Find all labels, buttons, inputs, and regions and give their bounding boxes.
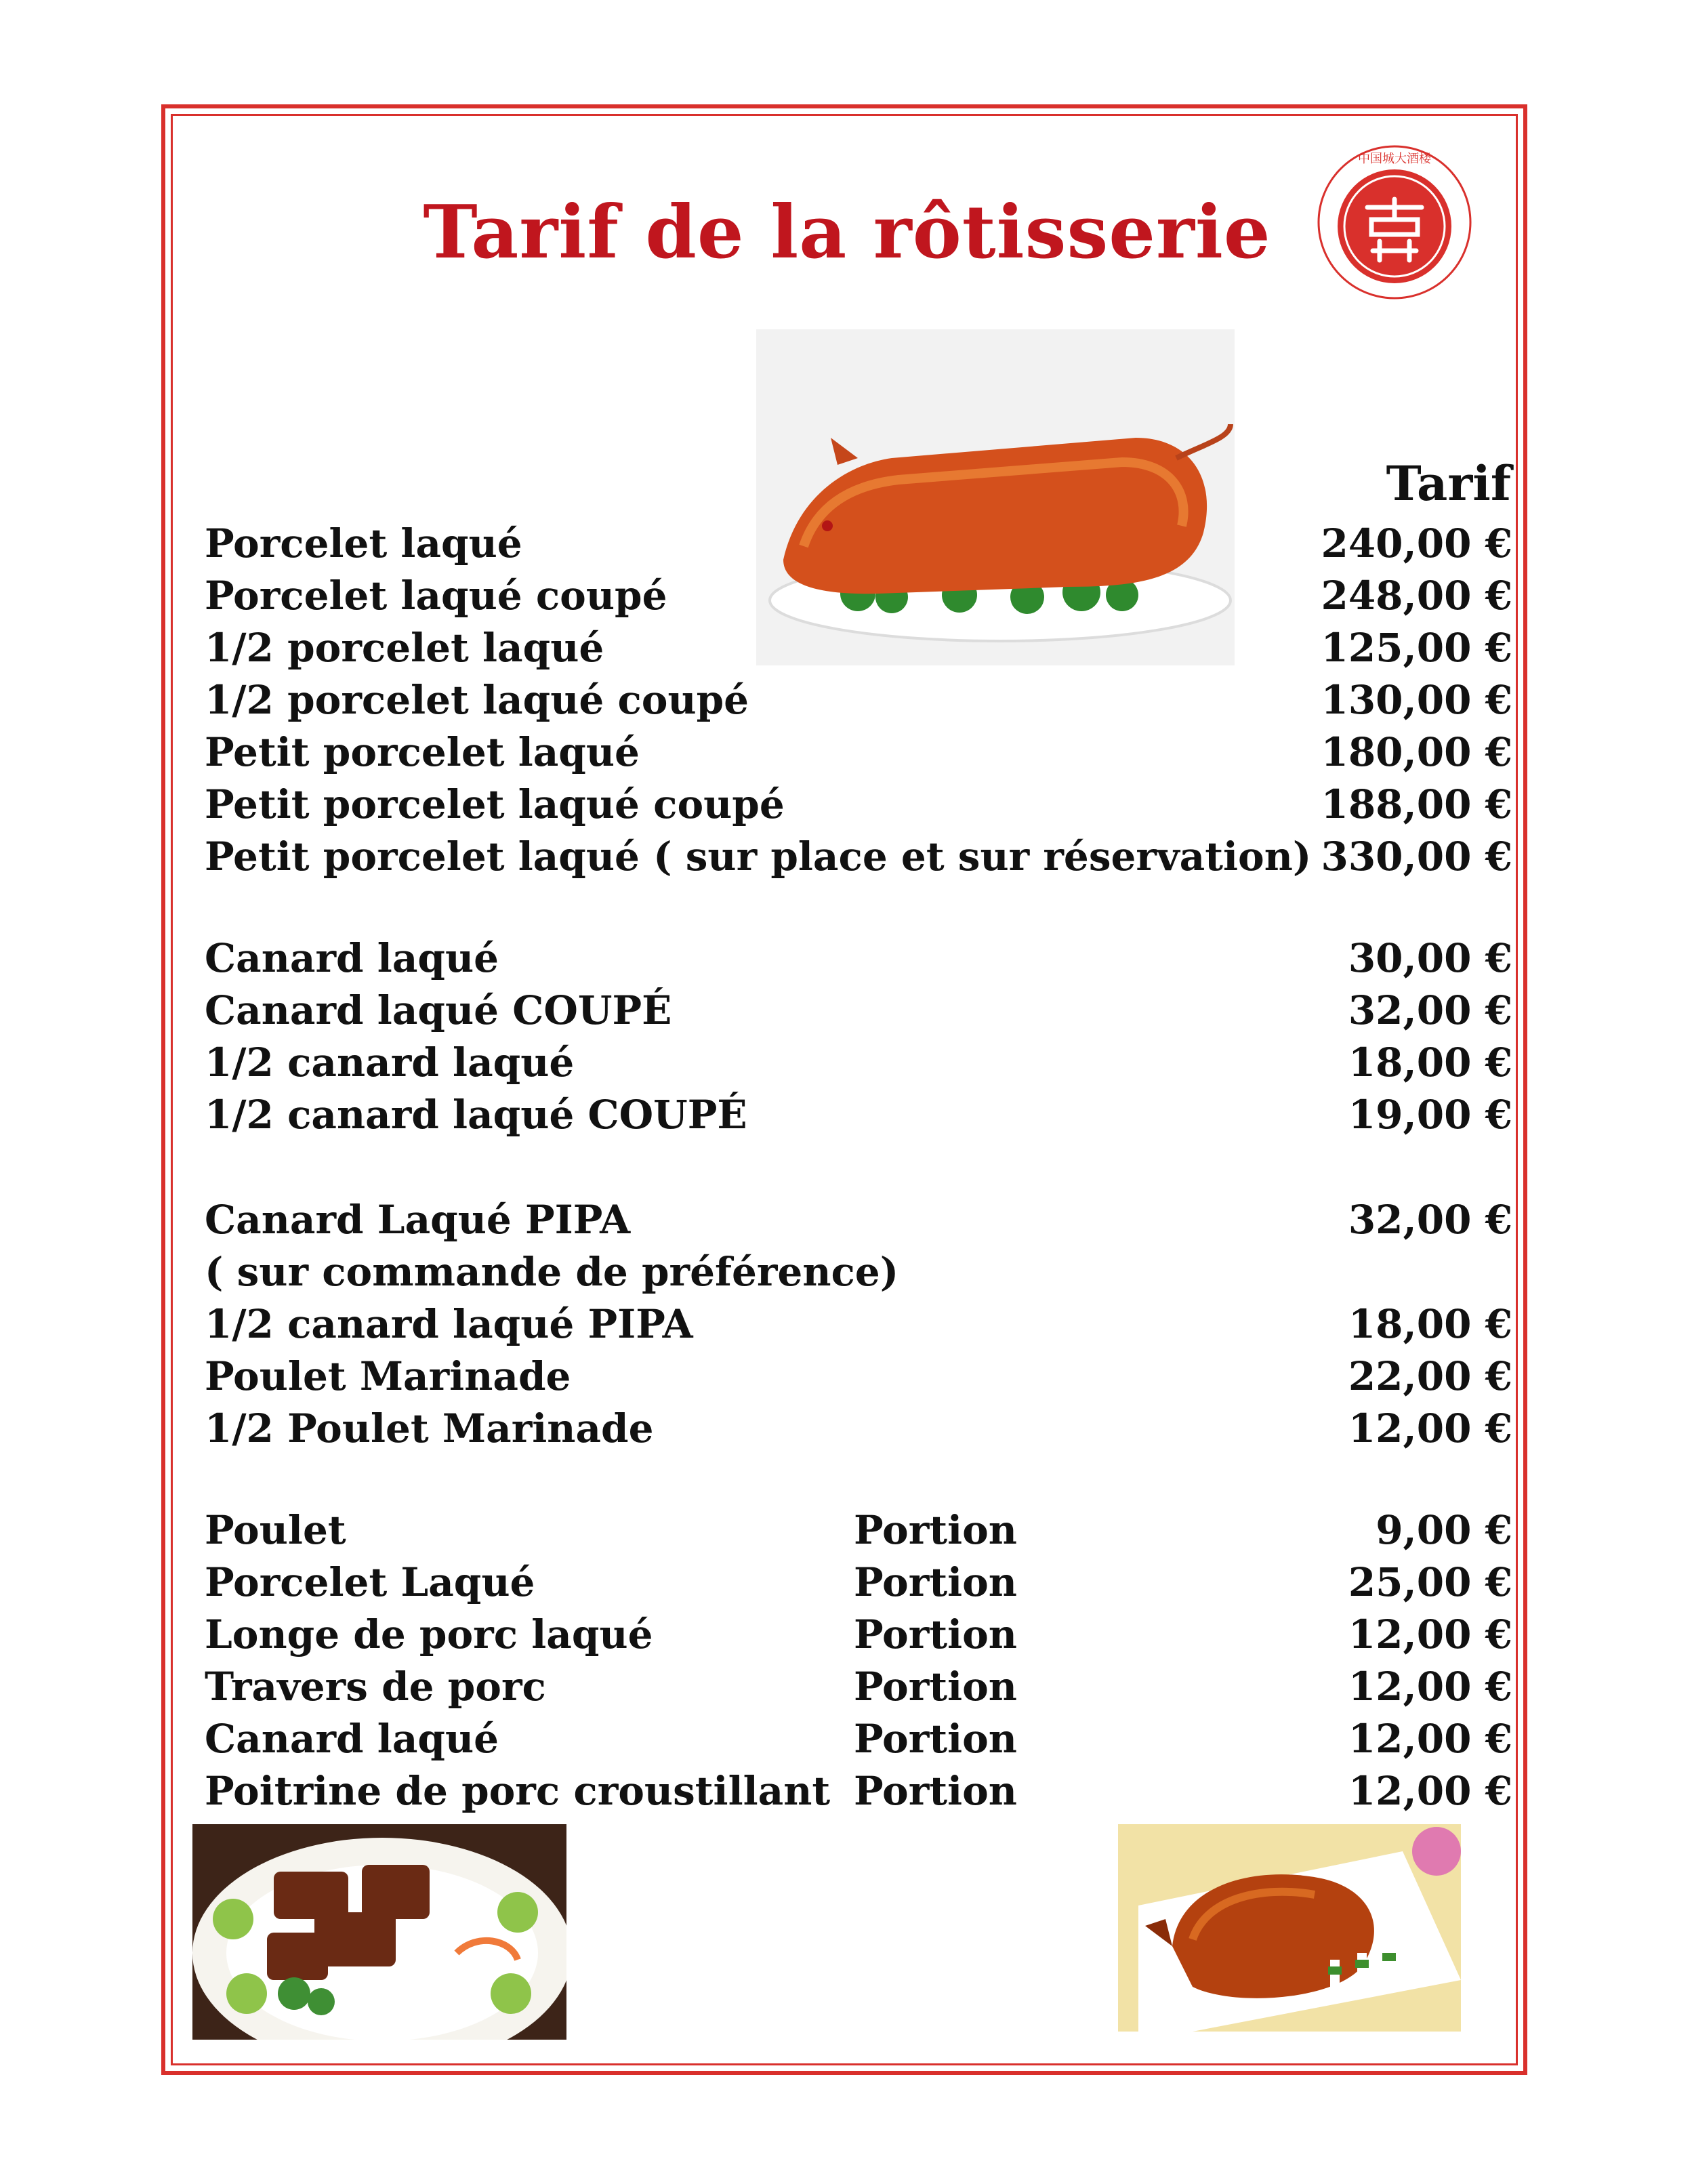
menu-item-price: 18,00 € xyxy=(1348,1039,1512,1086)
restaurant-seal-logo-icon xyxy=(1315,142,1474,302)
menu-item-name: ( sur commande de préférence) xyxy=(205,1249,899,1295)
menu-item-portion: Portion xyxy=(854,1507,1017,1553)
whole-lacquered-duck-photo xyxy=(1118,1824,1461,2032)
menu-item-price: 32,00 € xyxy=(1348,987,1512,1033)
menu-item-price: 12,00 € xyxy=(1348,1664,1512,1710)
menu-item-name: Travers de porc xyxy=(205,1664,546,1710)
menu-item-row xyxy=(205,1353,1512,1405)
menu-item-price: 248,00 € xyxy=(1321,573,1512,619)
menu-item-price: 240,00 € xyxy=(1321,520,1512,566)
menu-item-name: 1/2 canard laqué xyxy=(205,1039,575,1086)
menu-item-row xyxy=(205,987,1512,1039)
menu-item-row xyxy=(205,1301,1512,1353)
menu-item-row xyxy=(205,1611,1512,1663)
menu-item-name: Petit porcelet laqué xyxy=(205,729,640,775)
menu-item-name: Canard laqué xyxy=(205,935,499,981)
menu-item-price: 22,00 € xyxy=(1348,1353,1512,1399)
menu-item-row xyxy=(205,781,1512,833)
menu-item-price: 125,00 € xyxy=(1321,625,1512,671)
menu-item-row xyxy=(205,625,1512,676)
menu-item-price: 25,00 € xyxy=(1348,1559,1512,1605)
menu-item-price: 12,00 € xyxy=(1348,1611,1512,1657)
menu-item-portion: Portion xyxy=(854,1716,1017,1762)
menu-item-name: Canard laqué COUPÉ xyxy=(205,987,672,1033)
menu-item-row xyxy=(205,1092,1512,1143)
menu-item-row xyxy=(205,729,1512,781)
menu-item-name: Petit porcelet laqué ( sur place et sur réservation) xyxy=(205,833,1312,880)
menu-item-name: Poulet xyxy=(205,1507,346,1553)
menu-item-name: Canard laqué xyxy=(205,1716,499,1762)
menu-item-row xyxy=(205,677,1512,728)
menu-item-price: 18,00 € xyxy=(1348,1301,1512,1347)
menu-item-price: 9,00 € xyxy=(1376,1507,1512,1553)
menu-item-row xyxy=(205,1768,1512,1819)
menu-item-price: 180,00 € xyxy=(1321,729,1512,775)
menu-item-portion: Portion xyxy=(854,1768,1017,1814)
menu-item-row xyxy=(205,1197,1512,1248)
menu-item-name: Canard Laqué PIPA xyxy=(205,1197,631,1243)
menu-item-name: Poulet Marinade xyxy=(205,1353,571,1399)
menu-item-row xyxy=(205,1716,1512,1767)
menu-item-row xyxy=(205,1507,1512,1559)
menu-item-row xyxy=(205,935,1512,987)
menu-item-price: 12,00 € xyxy=(1348,1768,1512,1814)
menu-item-price: 188,00 € xyxy=(1321,781,1512,827)
menu-item-name: 1/2 canard laqué PIPA xyxy=(205,1301,693,1347)
tarif-column-header: Tarif xyxy=(1386,455,1511,512)
page-title: Tarif de la rôtisserie xyxy=(423,190,1271,275)
menu-item-row xyxy=(205,1559,1512,1611)
menu-item-row xyxy=(205,573,1512,624)
menu-item-row xyxy=(205,1664,1512,1715)
menu-item-price: 330,00 € xyxy=(1321,833,1512,880)
menu-item-price: 32,00 € xyxy=(1348,1197,1512,1243)
menu-item-price: 12,00 € xyxy=(1348,1405,1512,1451)
menu-item-row xyxy=(205,1249,1512,1300)
menu-item-portion: Portion xyxy=(854,1559,1017,1605)
menu-item-name: 1/2 porcelet laqué coupé xyxy=(205,677,749,723)
menu-item-row xyxy=(205,1039,1512,1091)
menu-item-price: 12,00 € xyxy=(1348,1716,1512,1762)
logo-text: 中国城大酒楼 xyxy=(1358,152,1431,166)
menu-item-price: 30,00 € xyxy=(1348,935,1512,981)
menu-item-price: 130,00 € xyxy=(1321,677,1512,723)
menu-item-portion: Portion xyxy=(854,1664,1017,1710)
menu-item-name: Porcelet Laqué xyxy=(205,1559,535,1605)
menu-item-row xyxy=(205,520,1512,572)
menu-item-name: 1/2 canard laqué COUPÉ xyxy=(205,1092,747,1138)
menu-item-name: Poitrine de porc croustillant xyxy=(205,1768,831,1814)
menu-item-name: Longe de porc laqué xyxy=(205,1611,653,1657)
menu-item-row xyxy=(205,833,1512,885)
menu-item-price: 19,00 € xyxy=(1348,1092,1512,1138)
menu-item-name: Porcelet laqué coupé xyxy=(205,573,667,619)
menu-item-row xyxy=(205,1405,1512,1457)
menu-item-name: 1/2 Poulet Marinade xyxy=(205,1405,654,1451)
menu-item-name: Petit porcelet laqué coupé xyxy=(205,781,785,827)
sliced-roast-duck-photo xyxy=(192,1824,566,2040)
menu-item-name: Porcelet laqué xyxy=(205,520,522,566)
menu-item-portion: Portion xyxy=(854,1611,1017,1657)
menu-item-name: 1/2 porcelet laqué xyxy=(205,625,604,671)
